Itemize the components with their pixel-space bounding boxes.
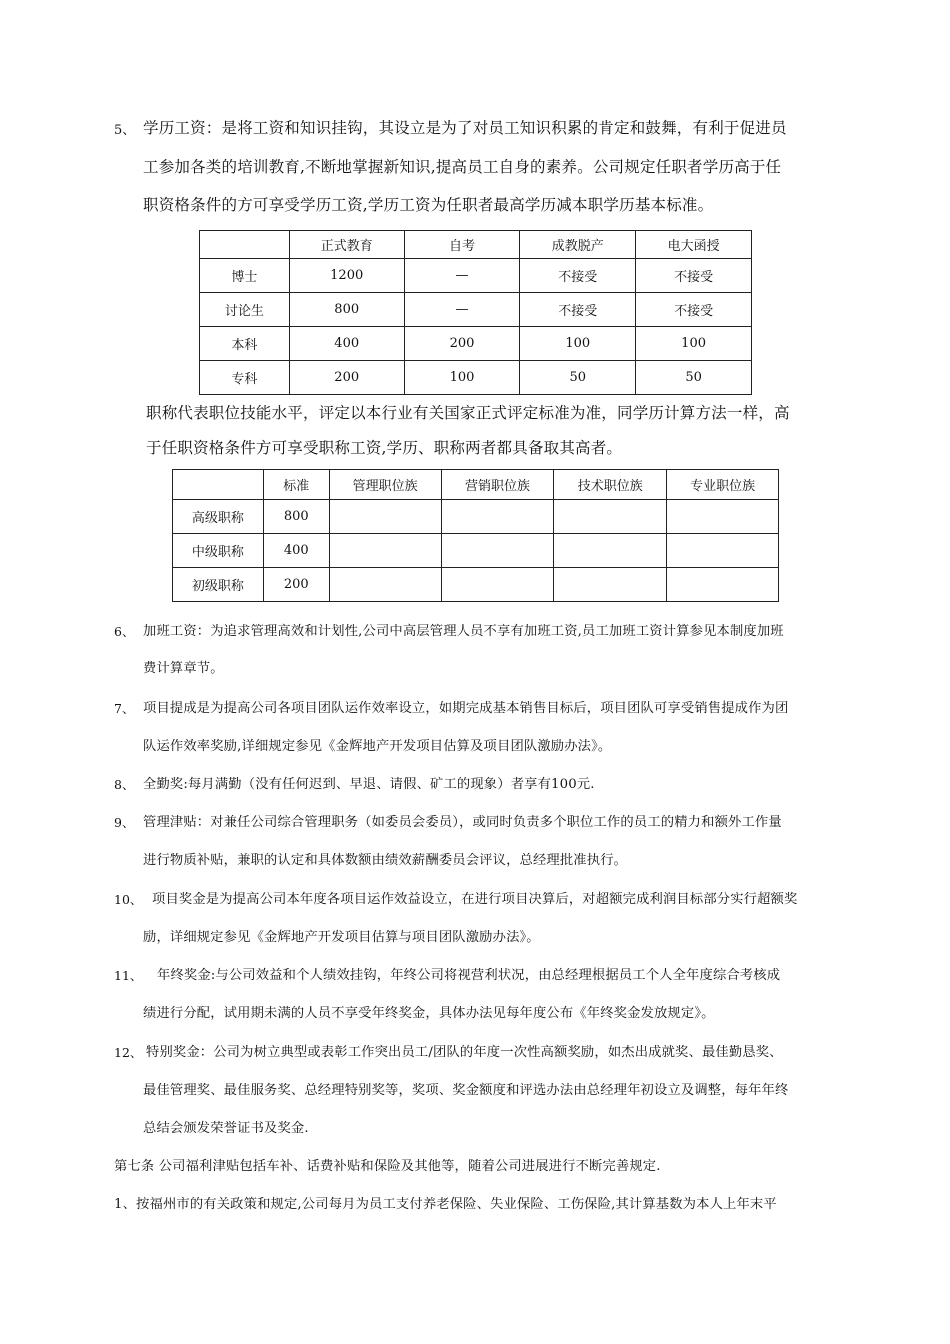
table-cell: 200 [404,327,520,361]
table-cell: 800 [263,500,329,534]
table-row [200,293,752,327]
title-para-line-1: 职称代表职位技能水平，评定以本行业有关国家正式评定标准为准，同学历计算方法一样，高 [146,404,790,422]
table-row [173,534,779,568]
table-cell [554,568,667,602]
table-cell: 中级职称 [173,534,264,568]
item-6-number: 6、 [114,624,135,639]
table-row [200,361,752,395]
item-7-line-2: 队运作效率奖励,详细规定参见《金辉地产开发项目估算及项目团队激励办法》。 [143,739,612,754]
table-cell: 不接受 [520,293,636,327]
table-cell [441,568,554,602]
header-cell: 电大函授 [636,231,752,259]
item-11-number: 11、 [114,968,143,983]
table-cell: 400 [263,534,329,568]
item-10-line-2: 励，详细规定参见《金辉地产开发项目估算与项目团队激励办法》。 [143,930,540,945]
header-cell: 技术职位族 [554,470,667,500]
table-cell: 50 [520,361,636,395]
table-cell: 1200 [289,259,404,293]
table-cell: 专科 [200,361,290,395]
table-cell: 不接受 [636,293,752,327]
table-cell [329,534,441,568]
table-row [173,500,779,534]
item-9-line-2: 进行物质补贴，兼职的认定和具体数额由绩效薪酬委员会评议，总经理批准执行。 [143,853,628,868]
header-cell: 成教脱产 [520,231,636,259]
item-9-number: 9、 [114,815,135,830]
item-5-line-3: 职资格条件的方可享受学历工资,学历工资为任职者最高学历减本职学历基本标准。 [143,196,714,214]
table-cell: 50 [636,361,752,395]
item-11-line-1: 年终奖金:与公司效益和个人绩效挂钩，年终公司将视营利状况，由总经理根据员工个人全年度综合考核成 [157,968,781,983]
header-cell: 专业职位族 [667,470,779,500]
item-8-number: 8、 [114,777,135,792]
table-cell: — [404,293,520,327]
professional-title-table [172,469,779,602]
table-cell [554,534,667,568]
item-8-line-1: 全勤奖:每月满勤（没有任何迟到、早退、请假、矿工的现象）者享有100元. [143,777,595,792]
header-cell [173,470,264,500]
title-para-line-2: 于任职资格条件方可享受职称工资,学历、职称两者都具备取其高者。 [146,439,623,457]
table-cell [667,534,779,568]
item-5-line-2: 工参加各类的培训教育,不断地掌握新知识,提高员工自身的素养。公司规定任职者学历高于任 [143,158,782,176]
table-cell [441,500,554,534]
table-cell: 博士 [200,259,290,293]
table-header-row [200,231,752,259]
table-header-row [173,470,779,500]
table-cell: 初级职称 [173,568,264,602]
table-cell: 800 [289,293,404,327]
table-cell: 讨论生 [200,293,290,327]
table-cell: 高级职称 [173,500,264,534]
header-cell: 标准 [263,470,329,500]
table-cell [554,500,667,534]
item-6-line-1: 加班工资：为追求管理高效和计划性,公司中高层管理人员不享有加班工资,员工加班工资计算参见本制度加班 [143,624,784,639]
table-cell [441,534,554,568]
table-cell [667,500,779,534]
header-cell [200,231,290,259]
item-5-line-1: 学历工资：是将工资和知识挂钩，其设立是为了对员工知识积累的肯定和鼓舞，有利于促进员 [143,119,787,137]
table-cell: 200 [263,568,329,602]
table-cell: 不接受 [520,259,636,293]
table-row [200,259,752,293]
table-cell [329,568,441,602]
table-cell: 本科 [200,327,290,361]
header-cell: 自考 [404,231,520,259]
item-12-line-2: 最佳管理奖、最佳服务奖、总经理特别奖等，奖项、奖金额度和评选办法由总经理年初设立及调整，每年年终 [143,1083,789,1098]
item-7-number: 7、 [114,701,135,716]
table-cell: 不接受 [636,259,752,293]
item-12-number: 12、 [114,1045,143,1060]
table-cell: 100 [520,327,636,361]
item-12-line-1: 特别奖金：公司为树立典型或表彰工作突出员工/团队的年度一次性高额奖励，如杰出成就奖、最佳勤恳奖、 [146,1045,783,1060]
education-salary-table [199,230,752,395]
header-cell: 营销职位族 [441,470,554,500]
article-7: 第七条 公司福利津贴包括车补、话费补贴和保险及其他等，随着公司进展进行不断完善规定. [114,1159,661,1174]
table-cell: 100 [404,361,520,395]
item-10-line-1: 项目奖金是为提高公司本年度各项目运作效益设立，在进行项目决算后，对超额完成利润目标部分实行超额奖 [152,892,798,907]
welfare-item-1: 1、按福州市的有关政策和规定,公司每月为员工支付养老保险、失业保险、工伤保险,其计算基数为本人上年末平 [114,1197,777,1212]
item-11-line-2: 绩进行分配，试用期未满的人员不享受年终奖金，具体办法见每年度公布《年终奖金发放规定》。 [143,1006,715,1021]
table-cell [667,568,779,602]
item-12-line-3: 总结会颁发荣誉证书及奖金. [143,1121,309,1136]
table-cell: 200 [289,361,404,395]
item-5-number: 5、 [114,123,136,138]
item-10-number: 10、 [114,892,143,907]
item-7-line-1: 项目提成是为提高公司各项目团队运作效率设立，如期完成基本销售目标后，项目团队可享受销售提成作为团 [143,701,789,716]
table-row [173,568,779,602]
item-6-line-2: 费计算章节。 [143,661,224,676]
table-cell: 100 [636,327,752,361]
header-cell: 管理职位族 [329,470,441,500]
table-row [200,327,752,361]
table-cell: — [404,259,520,293]
table-cell [329,500,441,534]
table-cell: 400 [289,327,404,361]
header-cell: 正式教育 [289,231,404,259]
item-9-line-1: 管理津贴：对兼任公司综合管理职务（如委员会委员），或同时负责多个职位工作的员工的精力和额外工作量 [143,815,782,830]
